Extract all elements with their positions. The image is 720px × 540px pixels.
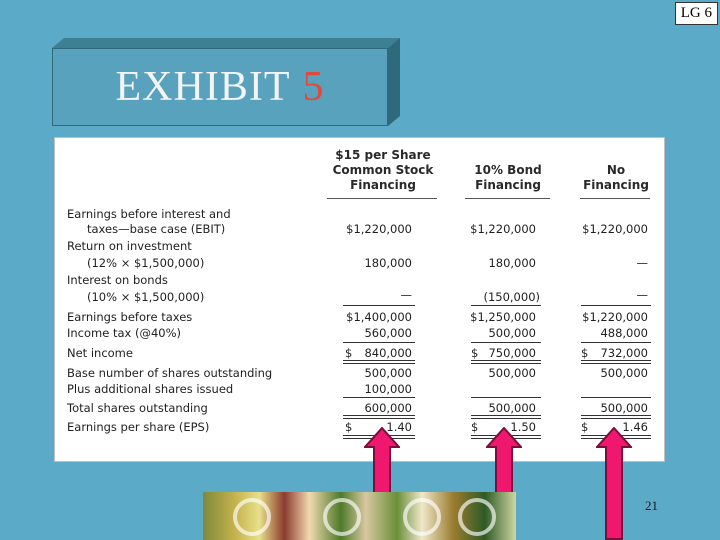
row-label: Earnings per share (EPS): [67, 420, 210, 434]
col1-head-line3: Financing: [350, 178, 416, 192]
subtotal-rule: [581, 305, 651, 306]
subtotal-rule: [581, 342, 651, 343]
dollar-sign: $: [471, 346, 479, 360]
cell-bond: 180,000: [488, 256, 536, 270]
row-label: (10% × $1,500,000): [87, 290, 205, 304]
double-rule: [471, 360, 541, 364]
row-label: Earnings before taxes: [67, 310, 193, 324]
header-rule-2: [465, 198, 550, 199]
cell-bond: $1,250,000: [470, 310, 536, 324]
header-rule-3: [580, 198, 650, 199]
learning-goal-tag: LG 6: [675, 2, 718, 25]
subtotal-rule: [343, 342, 415, 343]
dollar-sign: $: [345, 346, 353, 360]
cell-no-financing: 488,000: [600, 326, 648, 340]
financing-comparison-table: [54, 137, 665, 462]
decorative-ring: [458, 498, 496, 536]
cell-common-stock: 100,000: [364, 382, 412, 396]
cell-bond: 750,000: [488, 346, 536, 360]
double-rule: [343, 360, 415, 364]
decorative-image-strip: [203, 492, 516, 540]
page-number: 21: [645, 498, 658, 513]
cell-bond: $1,220,000: [470, 222, 536, 236]
subtotal-rule: [581, 397, 651, 398]
title-box-top-bevel: [52, 38, 400, 48]
decorative-ring: [233, 498, 271, 536]
cell-common-stock: $1,220,000: [346, 222, 412, 236]
double-rule: [471, 415, 541, 419]
subtotal-rule: [471, 342, 541, 343]
double-rule: [581, 415, 651, 419]
title-box-side-bevel: [388, 38, 400, 126]
exhibit-title-number: 5: [302, 64, 325, 110]
cell-bond: 1.50: [510, 420, 536, 434]
dollar-sign: $: [471, 420, 479, 434]
decorative-ring: [403, 498, 441, 536]
row-label: taxes—base case (EBIT): [87, 222, 226, 236]
row-label: Income tax (@40%): [67, 326, 182, 340]
dollar-sign: $: [345, 420, 353, 434]
arrow-up-icon: [596, 427, 632, 540]
cell-bond: 500,000: [488, 366, 536, 380]
exhibit-title-box: [52, 38, 400, 126]
cell-bond: (150,000): [483, 290, 540, 304]
row-label: Total shares outstanding: [67, 401, 208, 415]
row-label: Return on investment: [67, 239, 192, 253]
cell-no-financing: —: [636, 288, 648, 302]
cell-bond: 500,000: [488, 326, 536, 340]
dollar-sign: $: [581, 346, 589, 360]
exhibit-title: [52, 48, 388, 126]
subtotal-rule: [471, 305, 541, 306]
exhibit-title-word: EXHIBIT: [115, 64, 291, 110]
cell-common-stock: 500,000: [364, 366, 412, 380]
header-rule-1: [327, 198, 437, 199]
subtotal-rule: [343, 397, 415, 398]
row-label: Base number of shares outstanding: [67, 366, 273, 380]
double-rule: [581, 360, 651, 364]
subtotal-rule: [343, 305, 415, 306]
cell-no-financing: —: [636, 256, 648, 270]
row-label: Earnings before interest and: [67, 207, 231, 221]
row-label: Plus additional shares issued: [67, 382, 234, 396]
subtotal-rule: [471, 397, 541, 398]
cell-no-financing: 500,000: [600, 401, 648, 415]
cell-no-financing: 500,000: [600, 366, 648, 380]
cell-common-stock: 1.40: [386, 420, 412, 434]
column-header-no-financing: [575, 163, 657, 193]
cell-bond: 500,000: [488, 401, 536, 415]
cell-common-stock: 840,000: [364, 346, 412, 360]
col2-head-line2: Financing: [475, 178, 541, 192]
cell-common-stock: $1,400,000: [346, 310, 412, 324]
cell-no-financing: $1,220,000: [582, 310, 648, 324]
cell-common-stock: —: [400, 288, 412, 302]
col2-head-line1: 10% Bond: [474, 163, 542, 177]
col3-head-line2: Financing: [583, 178, 649, 192]
double-rule: [343, 415, 415, 419]
cell-no-financing: $1,220,000: [582, 222, 648, 236]
column-header-common-stock: [313, 148, 453, 193]
row-label: Interest on bonds: [67, 273, 168, 287]
col3-head-line1: No: [606, 163, 626, 177]
row-label: (12% × $1,500,000): [87, 256, 205, 270]
row-label: Net income: [67, 346, 133, 360]
cell-common-stock: 180,000: [364, 256, 412, 270]
cell-no-financing: 1.46: [622, 420, 648, 434]
cell-common-stock: 560,000: [364, 326, 412, 340]
column-header-bond: [453, 163, 563, 193]
dollar-sign: $: [581, 420, 589, 434]
cell-no-financing: 732,000: [600, 346, 648, 360]
col1-head-line1: $15 per Share: [335, 148, 431, 162]
decorative-ring: [323, 498, 361, 536]
col1-head-line2: Common Stock: [332, 163, 434, 177]
cell-common-stock: 600,000: [364, 401, 412, 415]
